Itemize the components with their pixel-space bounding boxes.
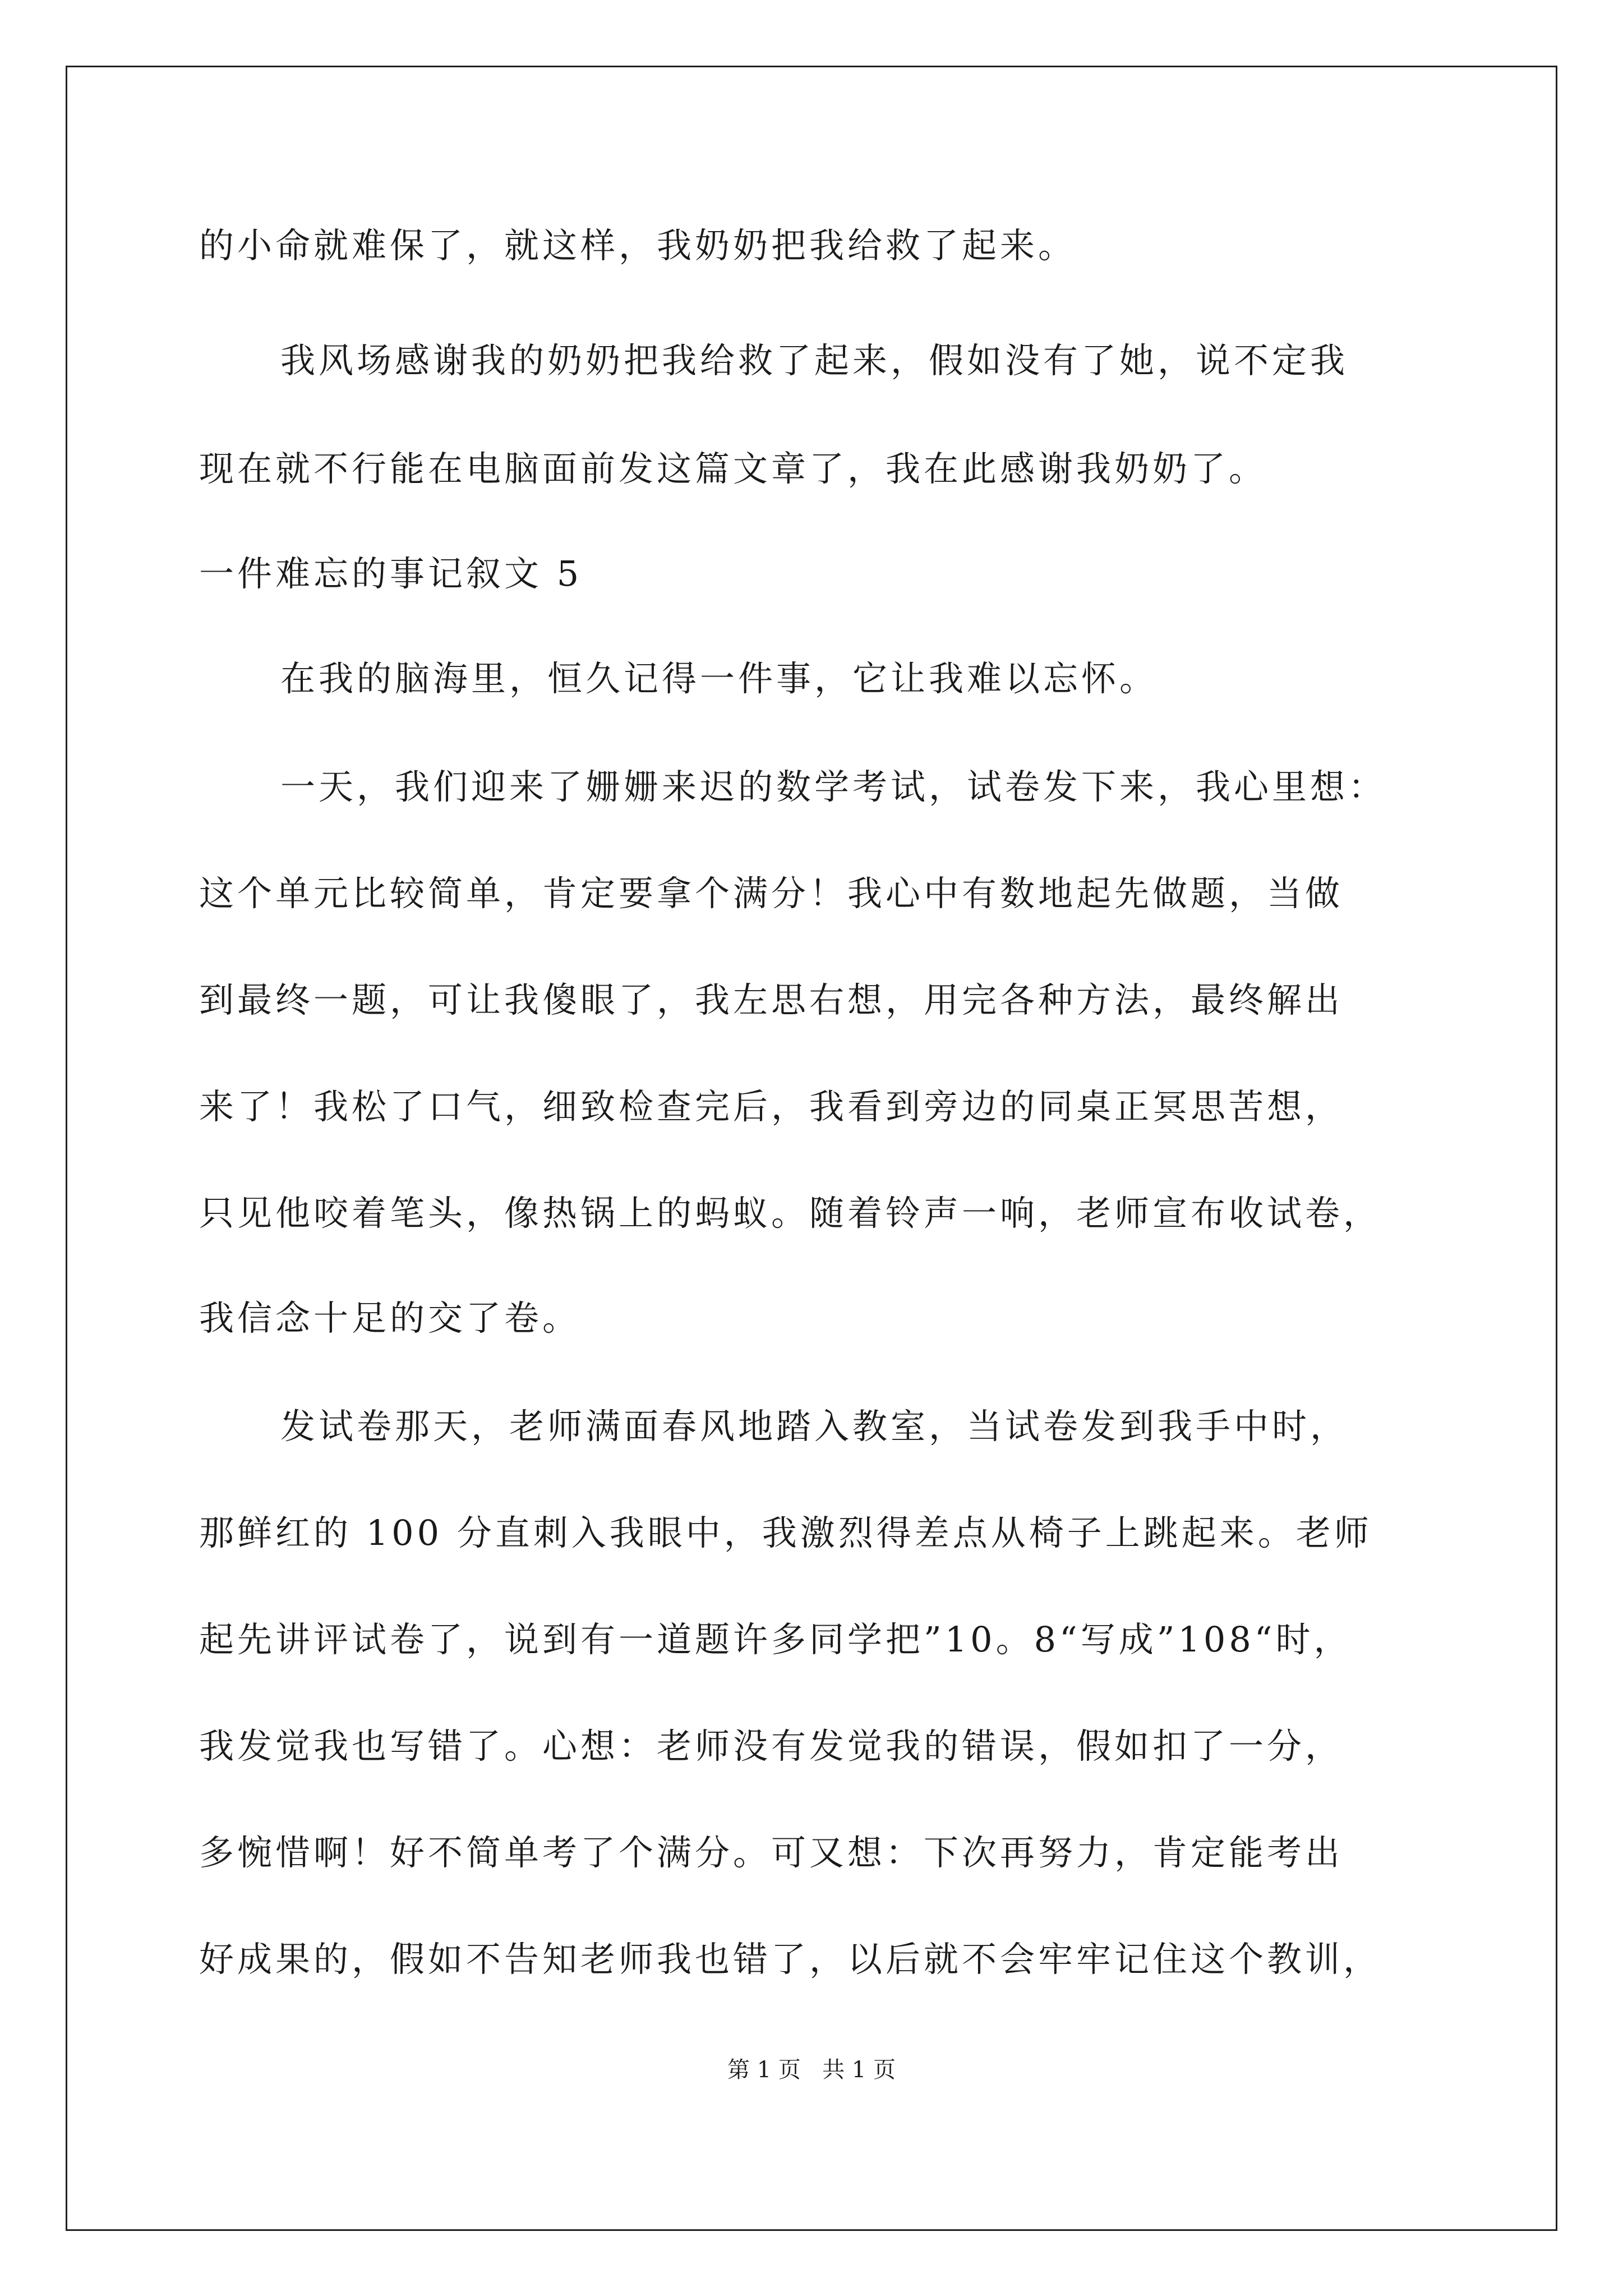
text-line: 好成果的，假如不告知老师我也错了，以后就不会牢牢记住这个教训， bbox=[199, 1939, 1382, 1980]
text-line: 那鲜红的 100 分直刺入我眼中，我激烈得差点从椅子上跳起来。老师 bbox=[199, 1512, 1372, 1553]
text-line: 我信念十足的交了卷。 bbox=[199, 1297, 581, 1338]
text-line: 多惋惜啊！好不简单考了个满分。可又想：下次再努力，肯定能考出 bbox=[199, 1832, 1344, 1873]
text-line: 一天，我们迎来了姗姗来迟的数学考试，试卷发下来，我心里想： bbox=[280, 766, 1387, 807]
text-line: 到最终一题，可让我傻眼了，我左思右想，用完各种方法，最终解出 bbox=[199, 979, 1344, 1020]
text-line: 发试卷那天，老师满面春风地踏入教室，当试卷发到我手中时， bbox=[280, 1406, 1349, 1447]
page-border bbox=[66, 66, 1557, 2231]
text-line: 的小命就难保了，就这样，我奶奶把我给救了起来。 bbox=[199, 225, 1077, 266]
text-line: 现在就不行能在电脑面前发这篇文章了，我在此感谢我奶奶了。 bbox=[199, 448, 1267, 489]
text-line: 起先讲评试卷了，说到有一道题许多同学把”10。8“写成”108“时， bbox=[199, 1619, 1352, 1660]
text-line: 我风场感谢我的奶奶把我给救了起来，假如没有了她，说不定我 bbox=[280, 340, 1349, 381]
text-line: 来了！我松了口气，细致检查完后，我看到旁边的同桌正冥思苦想， bbox=[199, 1086, 1344, 1127]
text-line: 只见他咬着笔头，像热锅上的蚂蚁。随着铃声一响，老师宣布收试卷， bbox=[199, 1193, 1382, 1234]
page-number-footer: 第 1 页 共 1 页 bbox=[727, 2057, 896, 2083]
text-line: 这个单元比较简单，肯定要拿个满分！我心中有数地起先做题，当做 bbox=[199, 873, 1344, 914]
text-line: 我发觉我也写错了。心想：老师没有发觉我的错误，假如扣了一分， bbox=[199, 1726, 1344, 1766]
text-line: 在我的脑海里，恒久记得一件事，它让我难以忘怀。 bbox=[280, 658, 1158, 699]
section-heading: 一件难忘的事记叙文 5 bbox=[199, 553, 583, 594]
